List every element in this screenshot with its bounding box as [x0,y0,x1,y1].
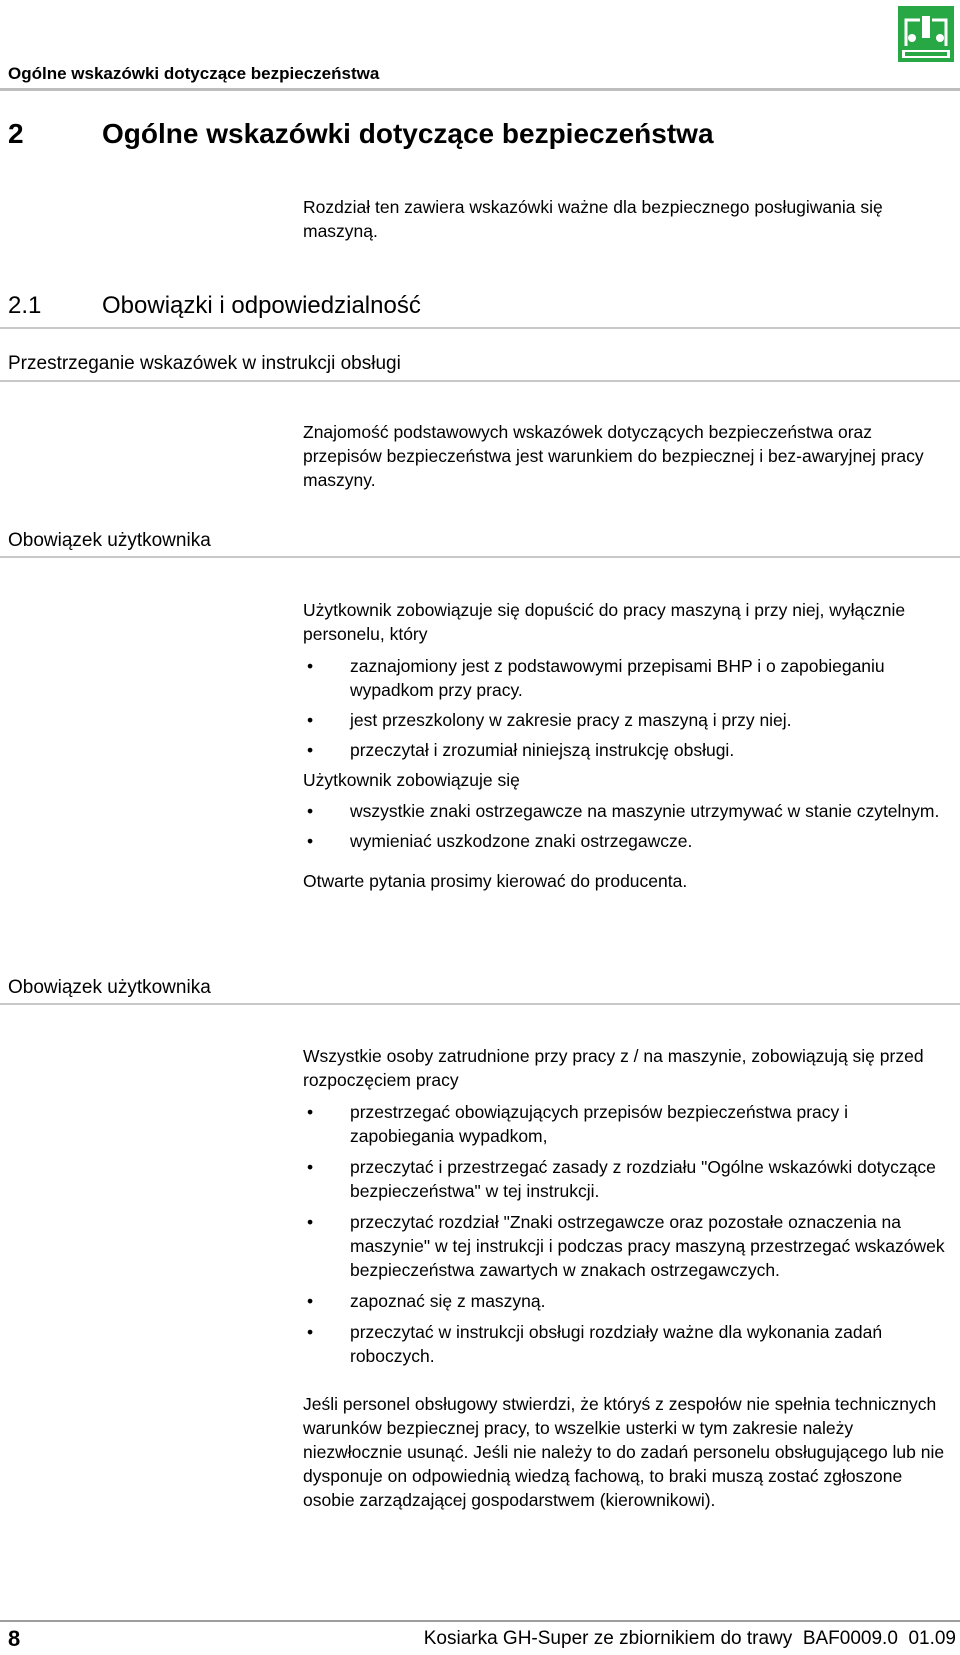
subsection-staff-duty-body [303,1044,953,1512]
section-heading [8,292,421,320]
list-item: • przestrzegać obowiązujących przepisów bezpieczeństwa pracy i zapobiegania wypadkom, [307,1102,849,1146]
chapter-intro-text: Rozdział ten zawiera wskazówki ważne dla bezpiecznego posługiwania się maszyną. [303,197,883,241]
list-item: • wymieniać uszkodzone znaki ostrzegawcze. [307,831,693,851]
header-rule [0,88,960,91]
subsection-rule [0,556,960,558]
list-item: • zaznajomiony jest z podstawowymi przepisami BHP i o zapobieganiu wypadkom przy pracy. [307,656,885,700]
page-number: 8 [8,1626,21,1651]
staff-duty-list [303,1100,953,1368]
list-item: • zapoznać się z maszyną. [307,1291,546,1311]
list-item: • jest przeszkolony w zakresie pracy z maszyną i przy niej. [307,710,792,730]
section-number: 2.1 [8,292,42,319]
list-item: • przeczytać rozdział "Znaki ostrzegawcze oraz pozostałe oznaczenia na maszynie" w tej instrukcji i podczas pracy maszyną przestrzegać wskazówek bezpieczeństwa zawartych w znakach ostrzegawczych. [307,1212,945,1280]
subsection-heading-manual: Przestrzeganie wskazówek w instrukcji obsługi [8,353,401,374]
chapter-title: Ogólne wskazówki dotyczące bezpieczeństwa [102,118,714,149]
list-item: • przeczytać i przestrzegać zasady z rozdziału "Ogólne wskazówki dotyczące bezpieczeństwa" w tej instrukcji. [307,1157,936,1201]
chapter-heading [8,118,714,150]
user-duty-intro: Użytkownik zobowiązuje się dopuścić do pracy maszyną i przy niej, wyłącznie personelu, który [303,600,906,644]
footer-doc-title: Kosiarka GH-Super ze zbiornikiem do trawy BAF0009.0 01.09 [423,1628,956,1649]
user-duty-intro-2: Użytkownik zobowiązuje się [303,770,520,790]
section-rule [0,327,960,329]
running-header-title: Ogólne wskazówki dotyczące bezpieczeństwa [8,64,380,83]
user-duty-list [303,654,953,762]
staff-duty-intro: Wszystkie osoby zatrudnione przy pracy z / na maszynie, zobowiązują się przed rozpoczęciem pracy [303,1046,924,1090]
subsection-heading-user-duty-2: Obowiązek użytkownika [8,977,211,998]
chapter-intro [303,195,953,243]
subsection-rule [0,1003,960,1005]
staff-duty-closing: Jeśli personel obsługowy stwierdzi, że któryś z zespołów nie spełnia technicznych warunków bezpiecznej pracy, to wszelkie usterki w tym zakresie należy niezwłocznie usunąć. Jeśli nie należy to do zadań personelu obsługującego lub nie dysponuje on odpowiednią wiedzą fachową, to braki muszą zostać zgłoszone osobie zarządzającej gospodarstwem (kierownikowi). [303,1394,945,1510]
footer-rule [0,1620,960,1622]
subsection-heading-user-duty: Obowiązek użytkownika [8,530,211,551]
user-duty-closing: Otwarte pytania prosimy kierować do producenta. [303,871,688,891]
subsection-user-duty-body [303,598,953,893]
subsection-rule [0,380,960,382]
amazone-logo-icon [898,6,954,62]
list-item: • przeczytać w instrukcji obsługi rozdziały ważne dla wykonania zadań roboczych. [307,1322,883,1366]
list-item: • wszystkie znaki ostrzegawcze na maszynie utrzymywać w stanie czytelnym. [307,801,940,821]
chapter-number: 2 [8,118,24,149]
subsection-manual-body [303,420,953,492]
list-item: • przeczytał i zrozumiał niniejszą instrukcję obsługi. [307,740,735,760]
section-title: Obowiązki i odpowiedzialność [102,292,421,319]
manual-paragraph: Znajomość podstawowych wskazówek dotyczących bezpieczeństwa oraz przepisów bezpieczeństwa jest warunkiem do bezpiecznej i bez-awaryjnej pracy maszyny. [303,422,924,490]
user-duty-list-2 [303,799,953,853]
